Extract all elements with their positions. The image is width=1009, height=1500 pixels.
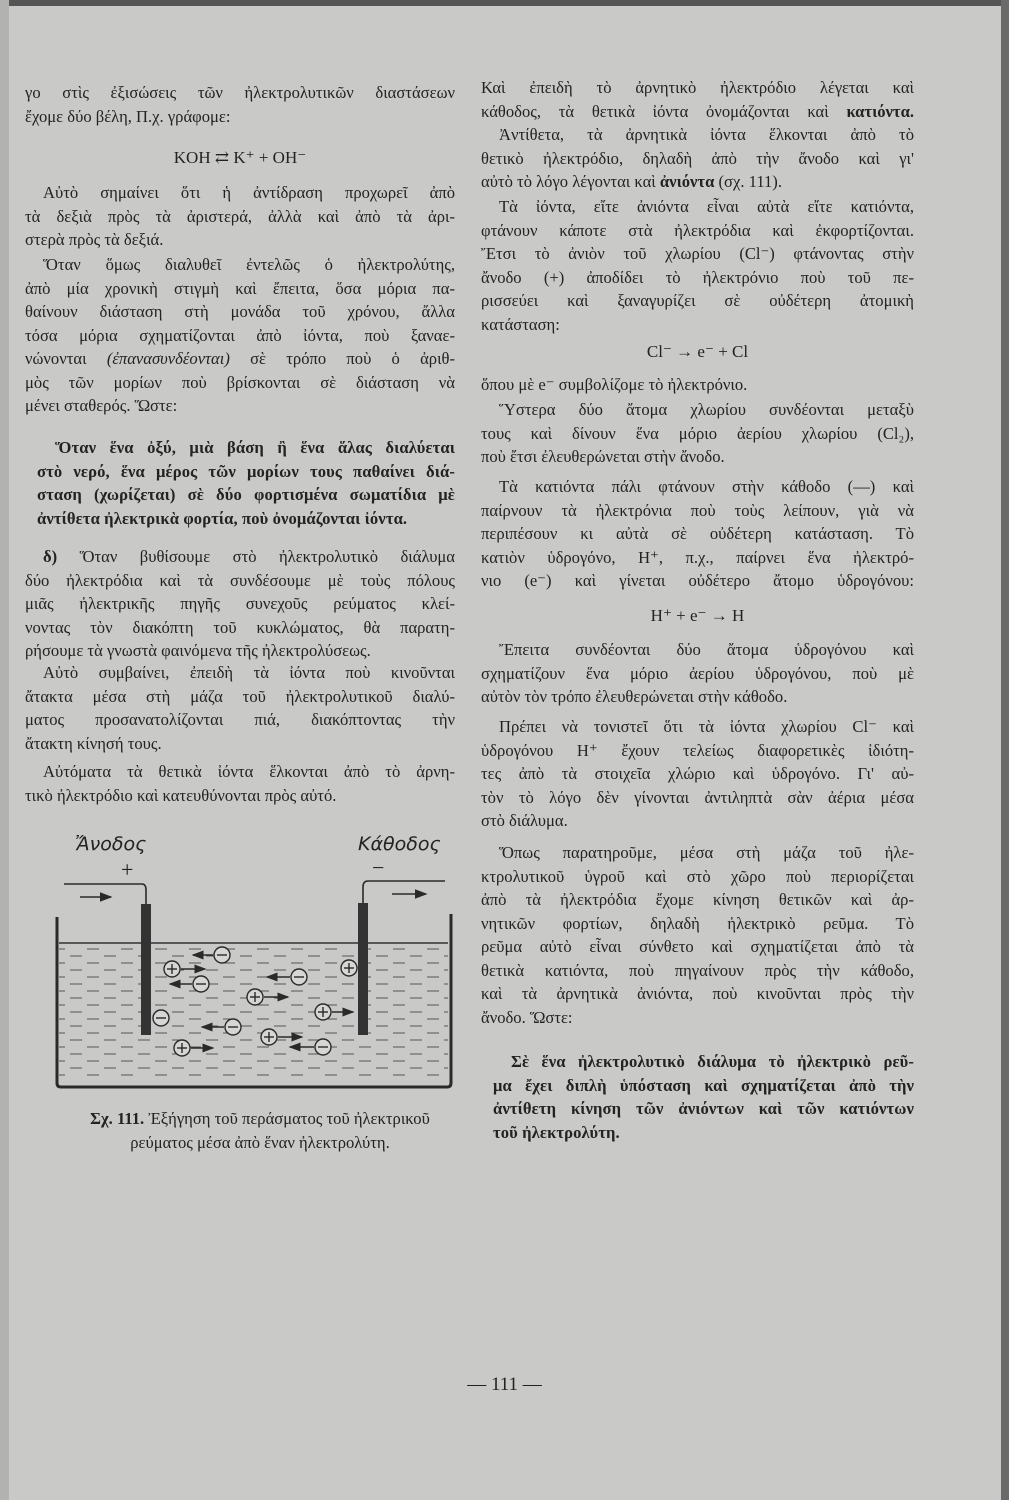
text-line: κατιὸν ὑδρογόνο, H⁺, π.χ., παίρνει ἕνα ἠλεκτρό- xyxy=(481,547,914,567)
text-line: θετικὸ ἠλεκτρόδιο, δηλαδὴ ἀπὸ τὴν ἄνοδο καὶ γι' xyxy=(481,148,914,168)
italic-term: (ἐπανασυνδέονται) xyxy=(106,349,230,368)
text-line: ἄνοδο (+) ἀποδίδει τὸ ἠλεκτρόνιο ποὺ τοῦ πε- xyxy=(481,267,914,287)
text-line: Καὶ ἐπειδὴ τὸ ἀρνητικὸ ἠλεκτρόδιο λέγεται καὶ xyxy=(481,78,914,97)
text-line: παίρνουν τὰ ἠλεκτρόνια ποὺ τοὺς λείπουν, γιὰ νὰ xyxy=(481,500,914,520)
paragraph xyxy=(481,76,914,123)
caption-text-2: ρεύματος μέσα ἀπὸ ἕναν ἠλεκτρολύτη. xyxy=(130,1133,390,1152)
cathode-sign: − xyxy=(372,855,385,880)
text-line: Ὕστερα δύο ἄτομα χλωρίου συνδέονται μεταξὺ xyxy=(499,400,914,419)
text-line: Αὐτὸ σημαίνει ὅτι ἡ ἀντίδραση προχωρεῖ ἀπὸ xyxy=(43,183,455,202)
text-line xyxy=(481,100,914,124)
text-line: ρισσεύει καὶ ξαναγυρίζει σὲ οὐδέτερη ἀτομικὴ xyxy=(481,291,914,310)
text-line: δύο ἠλεκτρόδια καὶ τὰ συνδέσουμε μὲ τοὺς πόλους xyxy=(25,570,455,590)
text-line: τοῦ ἠλεκτρολύτη. xyxy=(493,1122,620,1142)
text-line: τὰ δεξιὰ πρὸς τὰ ἀριστερά, ἀλλὰ καὶ ἀπὸ τὰ ἀρι- xyxy=(25,206,455,226)
text-line: γο στὶς ἐξισώσεις τῶν ἠλεκτρολυτικῶν διαστάσεων xyxy=(25,83,455,102)
text-line: καὶ τὰ ἀρνητικὰ ἀνιόντα, ποὺ κινοῦνται πρὸς τὴν xyxy=(481,984,914,1003)
text-line: περιπέσουν κι αὐτὰ σὲ οὐδέτερη κατάσταση. Τὸ xyxy=(481,524,914,543)
anode-wire xyxy=(64,884,146,904)
text-line: Ὅταν ἕνα ὀξύ, μιὰ βάση ἢ ἕνα ἅλας διαλύεται xyxy=(55,438,455,457)
text-line: Ἀντίθετα, τὰ ἀρνητικὰ ἰόντα ἕλκονται ἀπὸ τὸ xyxy=(499,125,914,144)
text-line: τες ἀπὸ τὰ στοιχεῖα χλώριο καὶ ὑδρογόνο. Γι' αὐ- xyxy=(481,764,914,783)
text-line: Ὅταν ὅμως διαλυθεῖ ἐντελῶς ὁ ἠλεκτρολύτης, xyxy=(43,255,455,274)
text-segment: νώνονται xyxy=(25,349,107,368)
text-line: τόσα μόρια σχηματίζονται ἀπὸ ἰόντα, ποὺ ξαναε- xyxy=(25,325,455,345)
text-line: ἄνοδο. Ὥστε: xyxy=(481,1007,573,1027)
figure-caption xyxy=(40,1107,480,1155)
text-line: Ἔπειτα συνδέονται δύο ἄτομα ὑδρογόνου καὶ xyxy=(499,640,914,659)
equation-chlorine: Cl⁻ → e⁻ + Cl xyxy=(646,342,749,361)
text-line: ὅπου μὲ e⁻ συμβολίζομε τὸ ἠλεκτρόνιο. xyxy=(481,375,748,394)
text-line: σταση (χωρίζεται) σὲ δύο φορτισμένα σωματίδια μὲ xyxy=(37,485,455,504)
cathode-electrode xyxy=(358,903,368,1035)
text-segment: αὐτὸ τὸ λόγο λέγονται καὶ xyxy=(481,172,660,191)
caption-text: Ἐξήγηση τοῦ περάσματος τοῦ ἠλεκτρικοῦ xyxy=(144,1109,430,1128)
text-line: φτάνουν κάποτε στὰ ἠλεκτρόδια καὶ ἐκφορτίζονται. xyxy=(481,220,914,240)
text-line: Σὲ ἕνα ἠλεκτρολυτικὸ διάλυμα τὸ ἠλεκτρικὸ ρεῦ- xyxy=(511,1052,914,1071)
paragraph xyxy=(481,195,914,336)
text-line: θετικὰ κατιόντα, ποὺ πηγαίνουν πρὸς τὴν κάθοδο, xyxy=(481,960,914,980)
bold-term: κατιόντα. xyxy=(846,101,914,121)
page-number: — 111 — xyxy=(467,1374,542,1395)
text-segment: Ὅταν βυθίσουμε στὸ ἠλεκτρολυτικὸ διάλυμα xyxy=(57,547,455,566)
conclusion-current xyxy=(481,1050,914,1144)
caption-number: Σχ. 111. xyxy=(90,1109,145,1128)
text-line: Ἔτσι τὸ ἀνιὸν τοῦ χλωρίου (Cl⁻) φτάνοντας στὴν xyxy=(481,244,914,263)
text-line: μα ἔχει διπλὴ ὑπόσταση καὶ σχηματίζεται ἀπὸ τὴν xyxy=(493,1075,914,1095)
paragraph xyxy=(481,475,914,593)
text-line: ρήσουμε τὰ γνωστὰ φαινόμενα τῆς ἠλεκτρολύσεως. xyxy=(25,641,371,660)
equation-koh: KOH ⇄ K⁺ + OH⁻ xyxy=(173,148,307,167)
text-line: ποὺ ἔτσι ἐλευθερώνεται στὴν ἄνοδο. xyxy=(481,447,725,466)
cathode-label: Κάθοδος xyxy=(358,833,441,855)
text-line: κατάσταση: xyxy=(481,314,560,334)
paragraph xyxy=(481,398,914,469)
anode-sign: + xyxy=(121,857,134,882)
text-line: τὸν τὸ λόγο δὲν γίνονται ἀντιληπτὰ σὰν ἀέρια μέσα xyxy=(481,787,914,807)
text-line: ἔχομε δύο βέλη, Π.χ. γράφομε: xyxy=(25,106,231,126)
text-line: Αὐτόματα τὰ θετικὰ ἰόντα ἕλκονται ἀπὸ τὸ ἀρνη- xyxy=(43,762,455,781)
paragraph xyxy=(481,123,914,194)
anion xyxy=(153,1010,169,1026)
electrolyte-liquid xyxy=(59,945,448,1081)
paragraph xyxy=(481,715,914,833)
text-line: ματος προσανατολίζονται πιά, διακόπτοντας τὴν xyxy=(25,710,455,729)
equation-hydrogen: H⁺ + e⁻ → H xyxy=(650,606,745,625)
text-line: μὸς τῶν μορίων ποὺ βρίσκονται σὲ διάσταση νὰ xyxy=(25,372,455,392)
paragraph xyxy=(481,373,914,397)
text-line: ἀντίθετη κίνηση τῶν ἀνιόντων καὶ τῶν κατιόντων xyxy=(493,1099,914,1118)
anode-electrode xyxy=(141,904,151,1035)
text-line: Τὰ κατιόντα πάλι φτάνουν στὴν κάθοδο (—) καὶ xyxy=(499,477,914,496)
text-line: Αὐτὸ συμβαίνει, ἐπειδὴ τὰ ἰόντα ποὺ κινοῦνται xyxy=(43,663,455,682)
text-line: ἄτακτα μέσα στὴ μάζα τοῦ ἠλεκτρολυτικοῦ διαλύ- xyxy=(25,686,455,706)
text-line: τικὸ ἠλεκτρόδιο καὶ κατευθύνονται πρὸς αὐτό. xyxy=(25,785,337,805)
paragraph xyxy=(481,841,914,1029)
text-line: νητικῶν φορτίων, δηλαδὴ ἠλεκτρικὸ ρεῦμα. Τὸ xyxy=(481,913,914,933)
text-line: κτρολυτικοῦ ὑγροῦ καὶ στὸ χῶρο ποὺ περιορίζεται xyxy=(481,866,914,886)
cathode-wire xyxy=(363,881,445,903)
text-line: τους καὶ δίνουν ἕνα μόριο ἀερίου χλωρίου (Cl₂), xyxy=(481,423,914,443)
anode-label: Ἄνοδος xyxy=(75,833,147,855)
text-line: αὐτὸν τὸν τρόπο ἐλευθερώνεται στὴν κάθοδο. xyxy=(481,687,788,706)
cation xyxy=(341,960,357,976)
text-line: Τὰ ἰόντα, εἴτε ἀνιόντα εἶναι αὐτὰ εἴτε κατιόντα, xyxy=(499,197,914,216)
text-line: σχηματίζουν ἕνα μόριο ἀερίου ὑδρογόνου, ποὺ μὲ xyxy=(481,663,914,683)
text-line: ὑδρογόνου H⁺ ἔχουν τελείως διαφορετικὲς ἰδιότη- xyxy=(481,740,914,760)
text-line: Πρέπει νὰ τονιστεῖ ὅτι τὰ ἰόντα χλωρίου Cl⁻ καὶ xyxy=(499,717,914,736)
text-line: νιο (e⁻) καὶ γίνεται οὐδέτερο ἄτομο ὑδρογόνου: xyxy=(481,571,914,590)
bold-term: ἀνιόντα xyxy=(659,172,715,191)
text-line: ἀπὸ τὰ ἠλεκτρόδια ἔχομε κίνηση θετικῶν καὶ ἀρ- xyxy=(481,890,914,909)
text-line: ἀντίθετα ἠλεκτρικὰ φορτία, ποὺ ὀνομάζονται ἰόντα. xyxy=(37,508,408,528)
text-line: νοντας τὸν διακόπτη τοῦ κυκλώματος, θὰ παρατη- xyxy=(25,617,455,637)
text-line: μένει σταθερός. Ὥστε: xyxy=(25,396,178,415)
text-segment: κάθοδος, τὰ θετικὰ ἰόντα ὀνομάζονται καὶ xyxy=(481,101,847,121)
text-line: Ὅπως παρατηροῦμε, μέσα στὴ μάζα τοῦ ἠλε- xyxy=(499,843,914,862)
bold-term: δ) xyxy=(43,547,58,566)
text-line: ρεῦμα αὐτὸ εἶναι σύνθετο καὶ σχηματίζεται ἀπὸ τὰ xyxy=(481,937,914,956)
text-line: μιᾶς ἠλεκτρικῆς πηγῆς συνεχοῦς ρεύματος κλεί- xyxy=(25,594,455,613)
text-segment: (σχ. 111). xyxy=(714,172,782,191)
text-segment: σὲ τρόπο ποὺ ὁ ἀριθ- xyxy=(229,349,456,368)
text-line: στὸ διάλυμα. xyxy=(481,811,568,830)
paragraph xyxy=(481,638,914,709)
text-line: στερὰ πρὸς τὰ δεξιά. xyxy=(25,230,164,249)
text-line: ἀπὸ μία χρονικὴ στιγμὴ καὶ ἔπειτα, ὅσα μόρια πα- xyxy=(25,278,455,298)
text-line: στὸ νερό, ἕνα μέρος τῶν μορίων τους παθαίνει διά- xyxy=(37,461,455,481)
text-line xyxy=(481,170,914,194)
text-line: ἄτακτη κίνησή τους. xyxy=(25,733,162,753)
text-line: θαίνουν διάσταση στὴ μονάδα τοῦ χρόνου, ἄλλα xyxy=(25,302,455,321)
